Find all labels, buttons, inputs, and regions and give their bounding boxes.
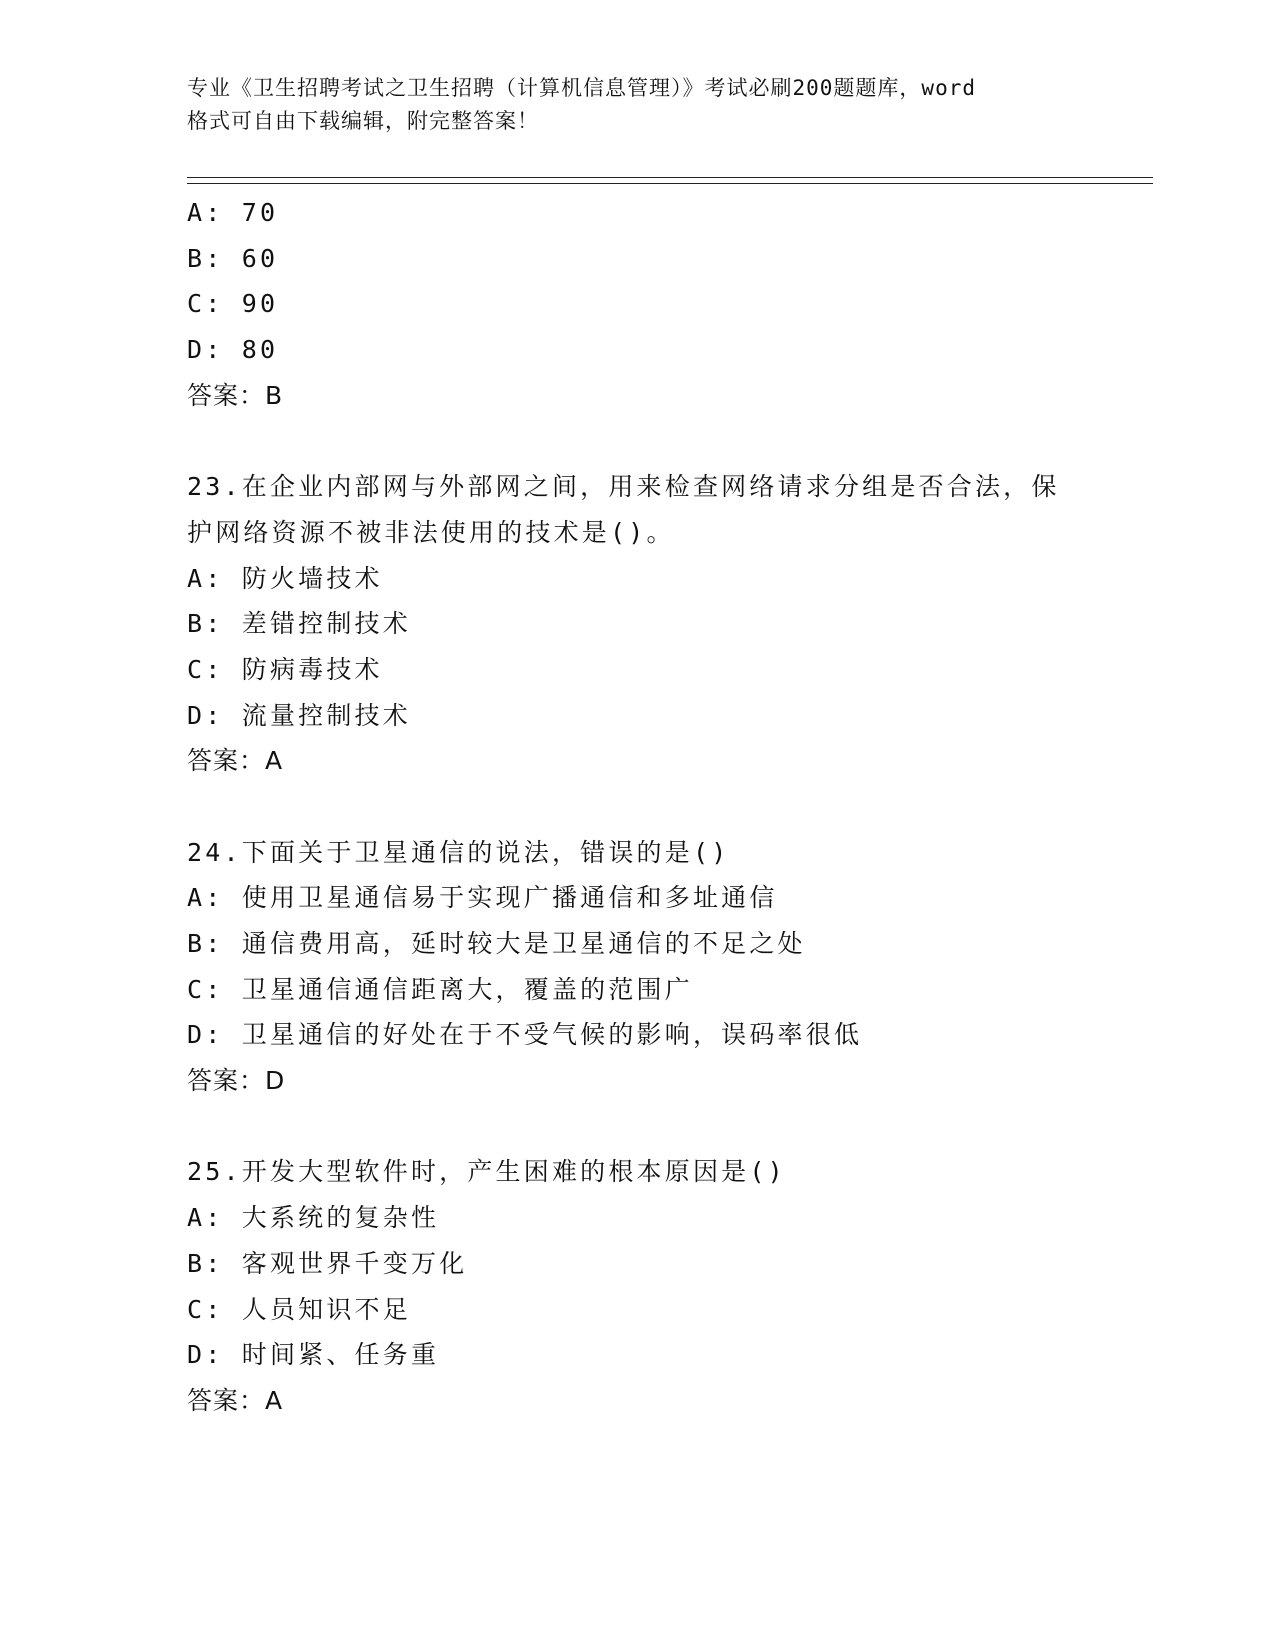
question-24 <box>187 830 1087 1104</box>
document-header <box>187 72 1087 138</box>
question-22 <box>187 190 1087 418</box>
option-d: D: 时间紧、任务重 <box>187 1340 440 1370</box>
header-line-2: 格式可自由下载编辑，附完整答案！ <box>187 109 539 133</box>
header-divider-top <box>187 177 1153 178</box>
answer: 答案：B <box>187 380 284 410</box>
option-a: A: 使用卫星通信易于实现广播通信和多址通信 <box>187 883 778 913</box>
option-d: D: 流量控制技术 <box>187 700 411 730</box>
option-b: B: 差错控制技术 <box>187 609 411 639</box>
question-title: 25.开发大型软件时，产生困难的根本原因是() <box>187 1157 786 1187</box>
question-25 <box>187 1149 1087 1423</box>
question-23 <box>187 464 1087 784</box>
header-divider-bottom <box>187 183 1153 184</box>
option-c: C: 防病毒技术 <box>187 654 383 684</box>
option-c: C: 人员知识不足 <box>187 1294 411 1324</box>
answer: 答案：A <box>187 746 284 776</box>
option-b: B: 60 <box>187 243 279 273</box>
spacer <box>187 418 1087 464</box>
header-line-1: 专业《卫生招聘考试之卫生招聘（计算机信息管理）》考试必刷200题题库，word <box>187 76 976 100</box>
option-d: D: 卫星通信的好处在于不受气候的影响，误码率很低 <box>187 1020 863 1050</box>
option-d: D: 80 <box>187 335 279 365</box>
option-a: A: 大系统的复杂性 <box>187 1203 440 1233</box>
question-title-line-2: 护网络资源不被非法使用的技术是()。 <box>187 517 675 547</box>
option-c: C: 卫星通信通信距离大，覆盖的范围广 <box>187 974 693 1004</box>
answer: 答案：D <box>187 1066 286 1096</box>
question-title: 24.下面关于卫星通信的说法，错误的是() <box>187 837 730 867</box>
option-c: C: 90 <box>187 289 279 319</box>
spacer <box>187 784 1087 830</box>
question-list <box>187 190 1087 1424</box>
answer: 答案：A <box>187 1385 284 1415</box>
question-title-line-1: 23.在企业内部网与外部网之间，用来检查网络请求分组是否合法，保 <box>187 472 1060 502</box>
option-b: B: 客观世界千变万化 <box>187 1248 468 1278</box>
spacer <box>187 1104 1087 1150</box>
option-a: A: 防火墙技术 <box>187 563 383 593</box>
option-b: B: 通信费用高，延时较大是卫星通信的不足之处 <box>187 929 806 958</box>
option-a: A: 70 <box>187 198 279 227</box>
